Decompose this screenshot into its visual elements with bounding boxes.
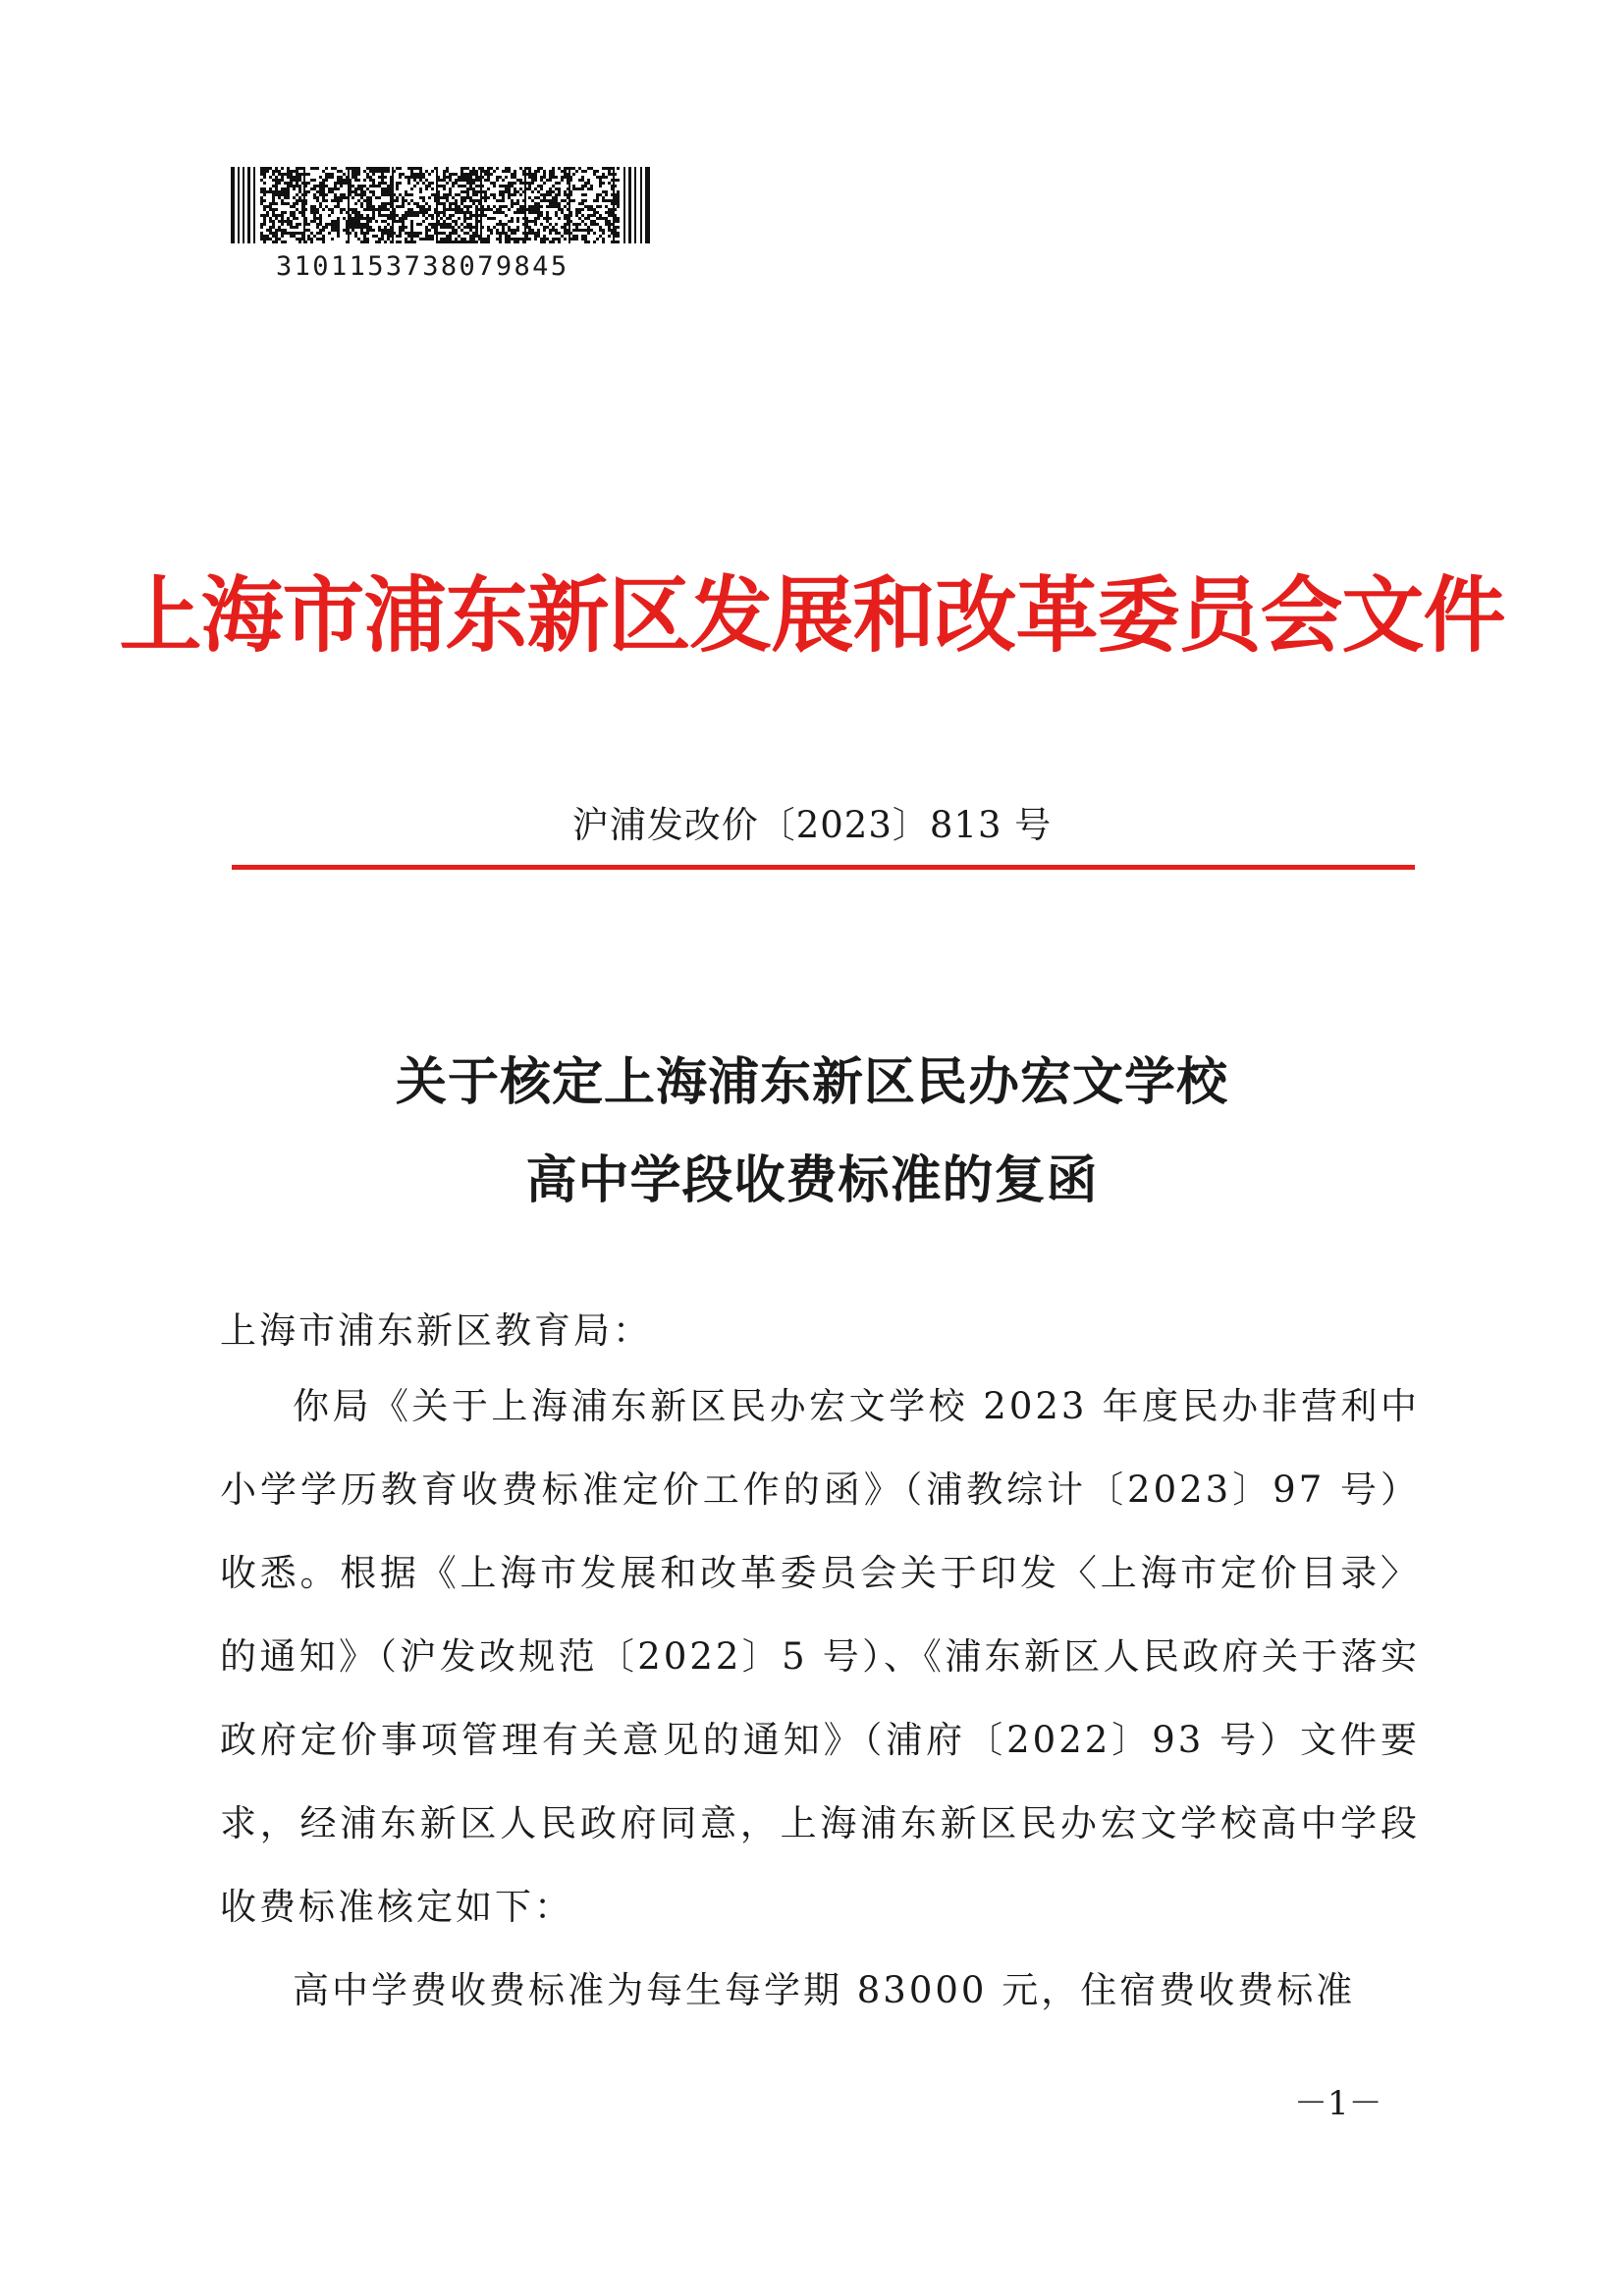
org-header-title: 上海市浦东新区发展和改革委员会文件 [119, 566, 1505, 664]
document-title-line-2: 高中学段收费标准的复函 [525, 1150, 1099, 1210]
body-text [220, 1364, 1420, 2032]
barcode-number: 3101153738079845 [276, 251, 569, 282]
document-title-line-1: 关于核定上海浦东新区民办宏文学校 [395, 1052, 1228, 1112]
body-paragraph-2: 高中学费收费标准为每生每学期 83000 元，住宿费收费标准 [293, 1969, 1356, 2011]
body-paragraph-1: 你局《关于上海浦东新区民办宏文学校 2023 年度民办非营利中小学学历教育收费标准定价工作的函》（浦教综计〔2023〕97 号）收悉。根据《上海市发展和改革委员会关于印发〈上海市定价目录〉的通知》（沪发改规范〔2022〕5 号）、《浦东新区人民政府关于落实政府定价事项管理有关意见的通知》（浦府〔2022〕93 号）文件要求，经浦东新区人民政府同意，上海浦东新区民办宏文学校高中学段收费标准核定如下： [220, 1385, 1420, 1928]
barcode-icon [231, 167, 653, 243]
red-divider [232, 865, 1415, 870]
salutation: 上海市浦东新区教育局： [220, 1309, 652, 1352]
barcode-block [231, 167, 653, 282]
document-number: 沪浦发改价〔2023〕813 号 [571, 804, 1053, 846]
page-number: －1－ [1294, 2084, 1382, 2123]
